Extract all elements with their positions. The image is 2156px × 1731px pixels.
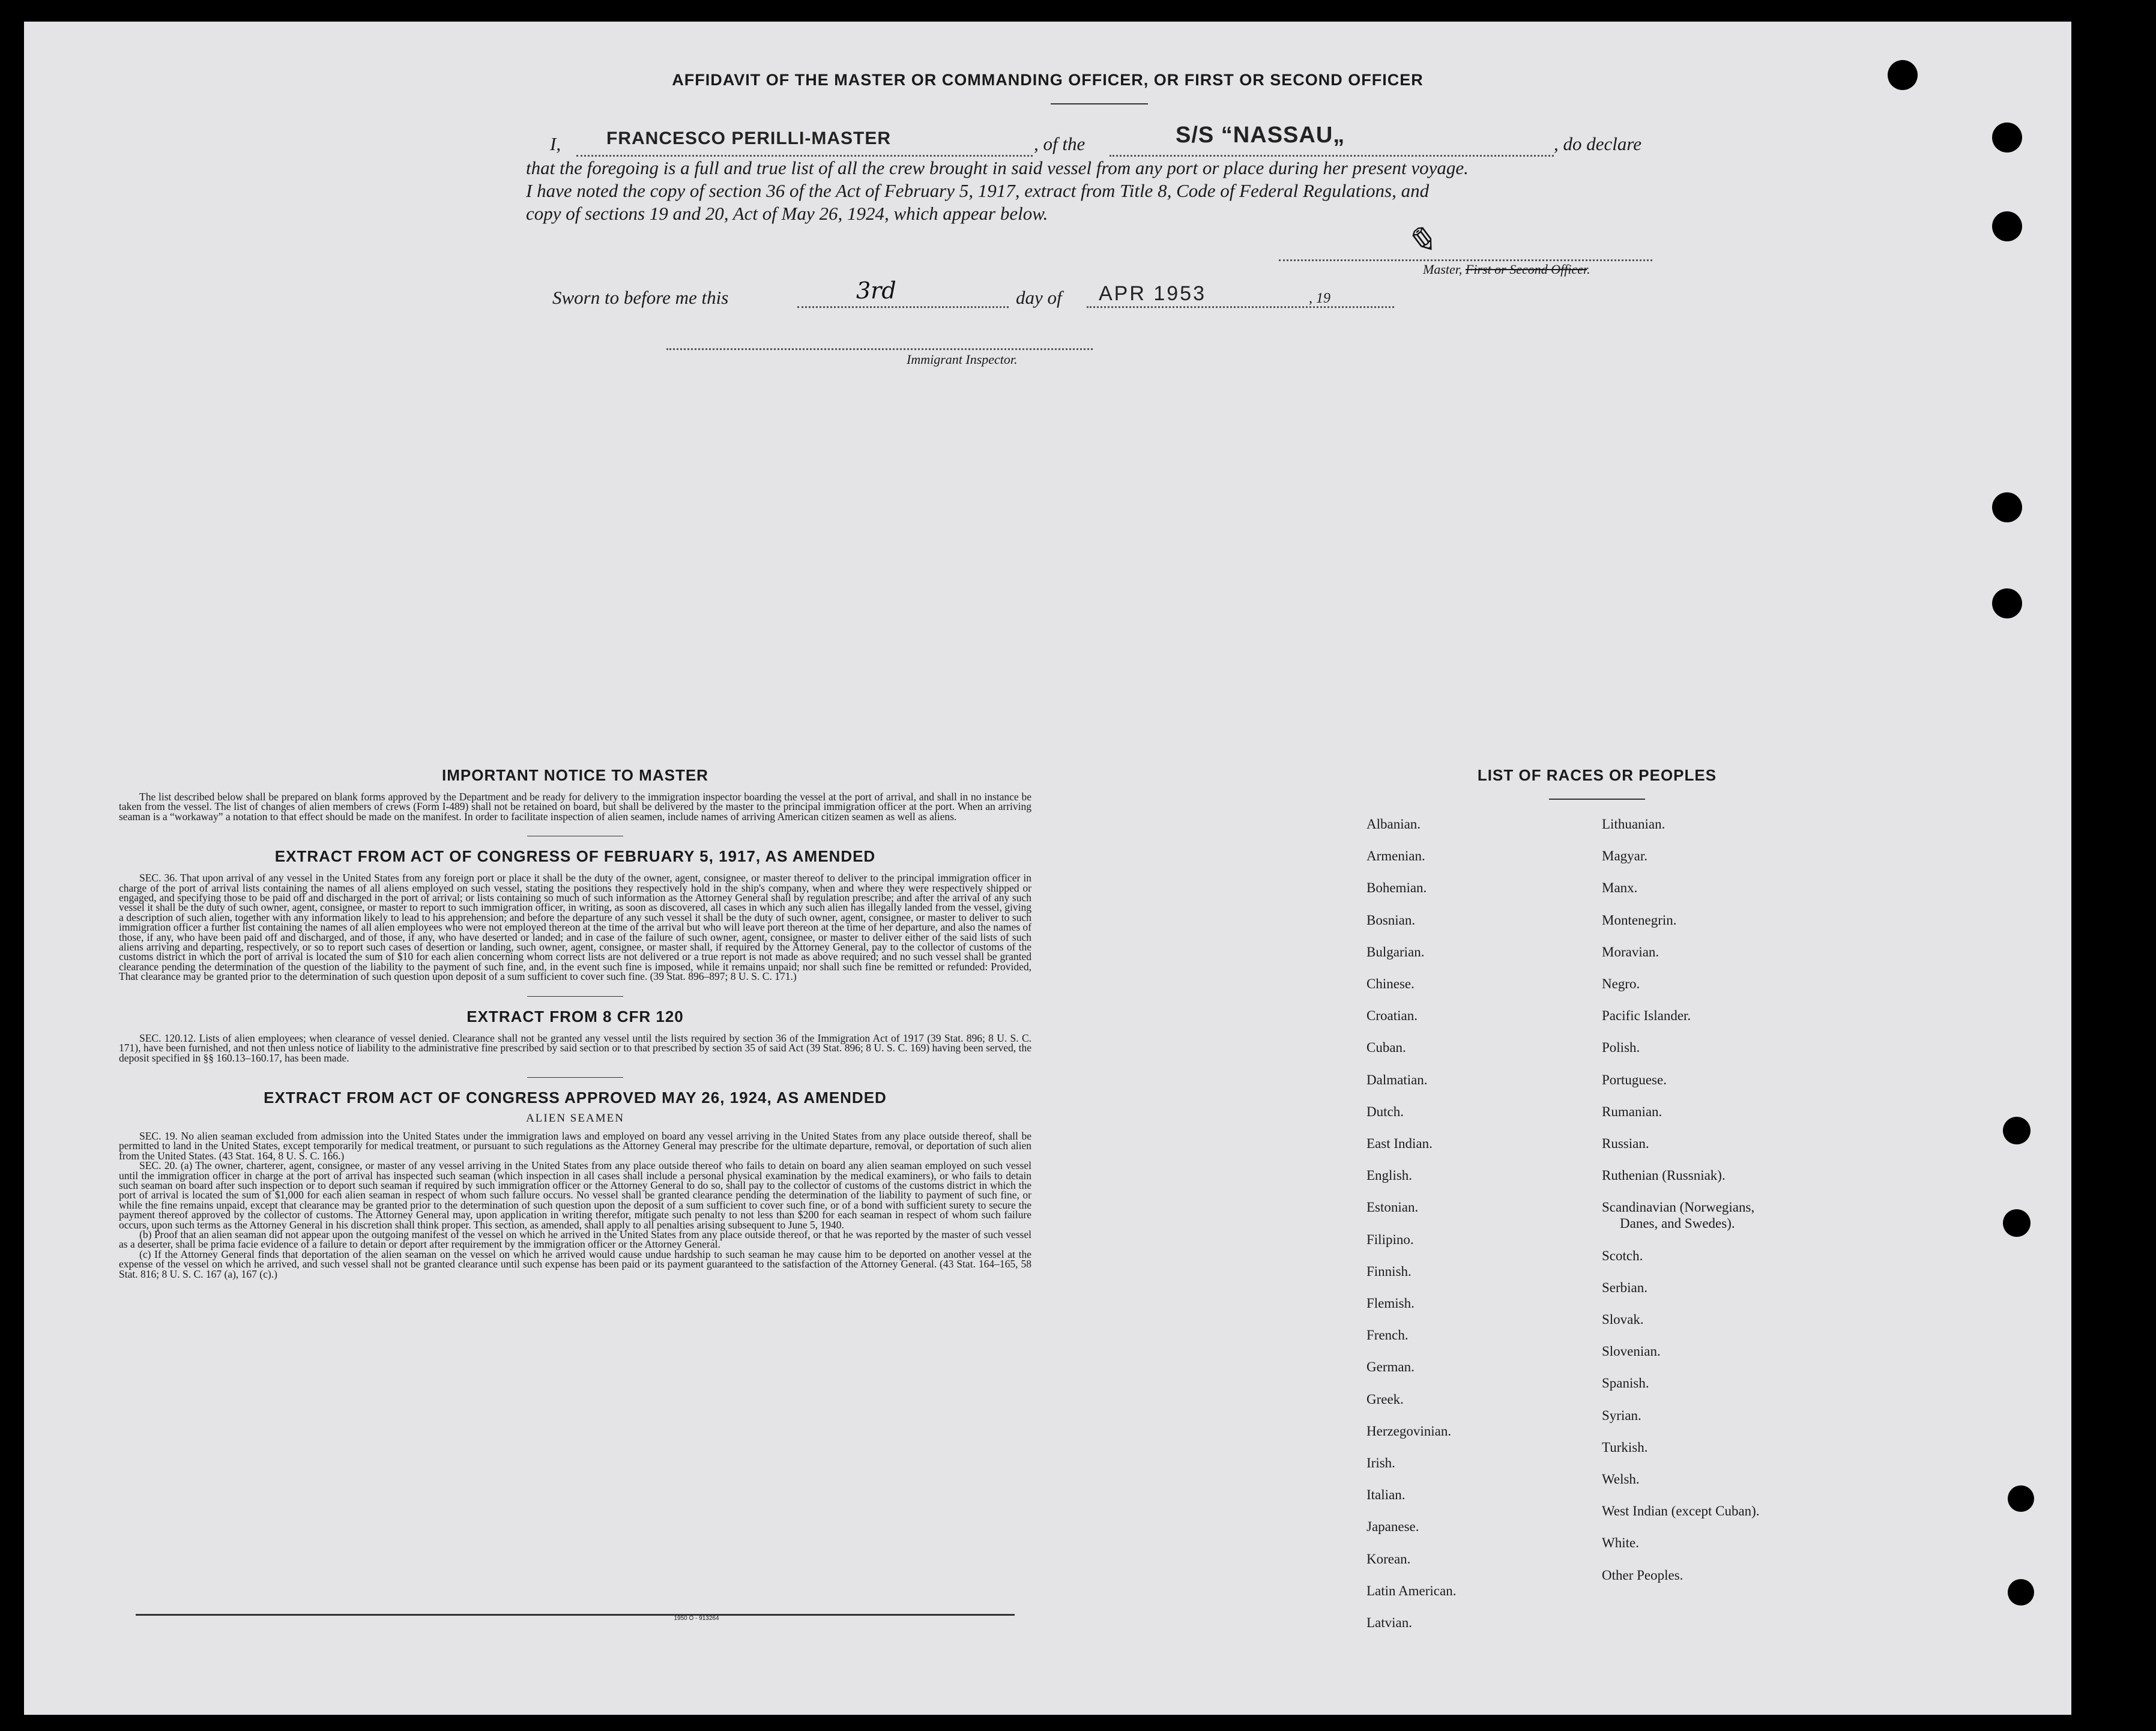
extract-1917-heading: EXTRACT FROM ACT OF CONGRESS OF FEBRUARY 5, 1917, AS AMENDED (274, 847, 876, 866)
race-item: Dalmatian. (1366, 1072, 1428, 1087)
binder-hole (2008, 1579, 2034, 1606)
race-item: Japanese. (1366, 1519, 1419, 1535)
race-item: German. (1366, 1359, 1415, 1375)
race-item: Welsh. (1602, 1472, 1640, 1487)
officer-struck: First or Second Officer (1465, 262, 1587, 277)
race-item: Other Peoples. (1602, 1567, 1683, 1583)
race-item: Lithuanian. (1602, 817, 1665, 832)
binder-hole (1992, 211, 2022, 241)
race-item: Armenian. (1366, 848, 1425, 864)
race-item: Herzegovinian. (1366, 1423, 1452, 1439)
affidavit-line-4: copy of sections 19 and 20, Act of May 26, 1924, which appear below. (526, 203, 1048, 224)
race-item: Bulgarian. (1366, 944, 1425, 959)
notice-heading: IMPORTANT NOTICE TO MASTER (442, 766, 708, 784)
day-of-label: day of (1016, 287, 1062, 308)
race-item: Negro. (1602, 976, 1640, 991)
race-item: Pacific Islander. (1602, 1008, 1691, 1024)
race-item: Latvian. (1366, 1615, 1412, 1630)
race-item: English. (1366, 1168, 1413, 1183)
affidavit-line-3: I have noted the copy of section 36 of the Act of February 5, 1917, extract from Title 8, Code of Federal Regulations, and (526, 180, 1430, 201)
race-item: Flemish. (1366, 1296, 1415, 1311)
vessel-name: S/S “NASSAU„ (1176, 122, 1345, 148)
race-item: Moravian. (1602, 944, 1659, 959)
race-item: Slovenian. (1602, 1344, 1661, 1359)
race-item: Cuban. (1366, 1040, 1406, 1056)
race-item: Bosnian. (1366, 912, 1416, 928)
race-item: Scandinavian (Norwegians, (1602, 1200, 1755, 1215)
year-prefix: , 19 (1309, 291, 1330, 306)
race-item: Filipino. (1366, 1231, 1414, 1247)
race-item: Ruthenian (Russniak). (1602, 1168, 1726, 1183)
name-line (576, 155, 1033, 157)
sworn-day-line (797, 306, 1009, 308)
race-item: Danes, and Swedes). (1620, 1216, 1735, 1231)
binder-hole (2003, 1117, 2031, 1144)
sworn-month: APR 1953 (1099, 282, 1206, 305)
race-item: French. (1366, 1328, 1409, 1343)
binder-hole (2008, 1485, 2034, 1512)
binder-hole (2003, 1209, 2031, 1237)
master-name: FRANCESCO PERILLI-MASTER (606, 128, 891, 148)
binder-hole (1992, 492, 2022, 522)
sec-20c-text: (c) If the Attorney General finds that deportation of the alien seaman on the vessel on which he arrived would cause undue hardship to such seaman he may cause him to be deported on another vessel at the expense of the vessel on which he arrived, and such vessel shall not be granted clearance until such expense has been paid or its payment guaranteed to the satisfaction of the Attorney General. (43 Stat. 164–165, 58 Stat. 816; 8 U. S. C. 167 (a), 167 (c).) (119, 1248, 1031, 1280)
sworn-label: Sworn to before me this (552, 287, 729, 308)
extract-1917-text: SEC. 36. That upon arrival of any vessel in the United States from any foreign port or place it shall be the duty of the owner, agent, consignee, or master thereof to deliver to the principal immigration officer in charge of the port of arrival lists containing the names of all aliens employed on such vessel, stating the positions they respectively hold in the ship's company, when and where they were respectively shipped or engaged, and specifying those to be paid off and discharged in the port of arrival; or lists containing so much of such information as the Attorney General shall by regulation prescribe; and after the arrival of any such vessel it shall be the duty of such owner, agent, consignee, or master to report to such immigration officer, in writing, as soon as discovered, all cases in which any such alien has illegally landed from the vessel, giving a description of such alien, together with any information likely to lead to his apprehension; and before the departure of any such vessel it shall be the duty of such owner, agent, consignee, or master to deliver to such immigration officer a further list containing the names of all alien employees who were not employed thereon at the time of the arrival but who will leave port thereon at the time of her departure, and also the names of those, if any, who have been paid off and discharged, and of those, if any, who have deserted or landed; and in case of the failure of such owner, agent, consignee, or master to deliver either of the said lists of such aliens arriving and departing, respectively, or so to report such cases of desertion or landing, such owner, agent, consignee, or master shall, if required by the Attorney General, pay to the collector of customs of the customs district in which the port of arrival is located the sum of $10 for each alien concerning whom correct lists are not delivered or a true report is not made as above required; and no such vessel shall be granted clearance pending the determination of the question of the liability to the payment of such fine, and, in the event such fine is imposed, while it remains unpaid; nor shall such fine be remitted or refunded: Provided, That clearance may be granted prior to the determination of such question upon deposit of a sum sufficient to cover such fine. (39 Stat. 896–897; 8 U. S. C. 171.) (119, 872, 1031, 983)
i-label: I, (550, 133, 561, 154)
do-declare-label: , do declare (1554, 133, 1642, 154)
binder-hole (1888, 60, 1918, 90)
inspector-line (666, 348, 1093, 350)
race-item: Greek. (1366, 1391, 1404, 1407)
notices-column (119, 766, 1031, 1279)
race-item: Turkish. (1602, 1439, 1648, 1455)
form-page (24, 22, 2071, 1715)
race-item: Rumanian. (1602, 1104, 1662, 1119)
race-item: Latin American. (1366, 1583, 1457, 1598)
race-item: Slovak. (1602, 1312, 1644, 1327)
extract-8cfr-rule (527, 1077, 623, 1078)
race-item: Montenegrin. (1602, 912, 1677, 928)
affidavit-line-2: that the foregoing is a full and true list of all the crew brought in said vessel from any port or place during her present voyage. (526, 157, 1469, 178)
print-code: 1950 O - 913264 (674, 1615, 719, 1622)
race-item: Chinese. (1366, 976, 1415, 991)
of-the-label: , of the (1034, 133, 1086, 154)
races-rule (1549, 799, 1645, 800)
race-item: Scotch. (1602, 1248, 1643, 1263)
title-rule (1051, 103, 1148, 104)
sworn-month-line (1087, 306, 1394, 308)
master-caption (1423, 262, 1590, 277)
master-word: Master, (1423, 262, 1466, 277)
extract-1924-heading: EXTRACT FROM ACT OF CONGRESS APPROVED MAY 26, 1924, AS AMENDED (264, 1088, 887, 1107)
sworn-day: 3rd (856, 277, 896, 304)
race-item: Bohemian. (1366, 880, 1427, 896)
vessel-line (1110, 155, 1554, 157)
race-item: Portuguese. (1602, 1072, 1667, 1087)
bottom-rule (136, 1614, 1015, 1616)
sec-19-text: SEC. 19. No alien seaman excluded from admission into the United States under the immigration laws and employed on board any vessel arriving in the United States from any place outside thereof, shall be permitted to land in the United States, except temporarily for medical treatment, or pursuant to such regulations as the Attorney General may prescribe for the ultimate departure, removal, or deportation of such alien from the United States. (43 Stat. 164, 8 U. S. C. 166.) (119, 1129, 1031, 1162)
affidavit-title: AFFIDAVIT OF THE MASTER OR COMMANDING OFFICER, OR FIRST OR SECOND OFFICER (672, 71, 1424, 89)
binder-hole (1992, 122, 2022, 153)
race-item: Syrian. (1602, 1407, 1641, 1423)
extract-8cfr-heading: EXTRACT FROM 8 CFR 120 (467, 1007, 684, 1026)
race-item: Korean. (1366, 1551, 1411, 1566)
extract-8cfr-text: SEC. 120.12. Lists of alien employees; when clearance of vessel denied. Clearance shall not be granted any vessel until the lists required by section 36 of the Immigration Act of 1917 (39 Stat. 896; 8 U. S. C. 171), have been furnished, and not then unless notice of liability to the administrative fine prescribed by said section or to that prescribed by section 35 of said Act (39 Stat. 896; 8 U. S. C. 169) having been served, the deposit specified in §§ 160.13–160.17, has been made. (119, 1032, 1031, 1064)
caption-end: . (1587, 262, 1590, 277)
race-item: Spanish. (1602, 1376, 1649, 1391)
binder-hole (1992, 588, 2022, 618)
sec-20a-text: SEC. 20. (a) The owner, charterer, agent, consignee, or master of any vessel arriving in the United States from any place outside thereof who fails to detain on board any alien seaman employed on such vessel until the immigration officer in charge at the port of arrival has inspected such seaman (which inspection in all cases shall include a personal physical examination by the medical examiners), or who fails to detain such seaman on board after such inspection or to deport such seaman if required by such immigration officer or the Attorney General to do so, shall pay to the collector of customs of the customs district in which the port of arrival is located the sum of $1,000 for each alien seaman in respect of whom such failure occurs. No vessel shall be granted clearance pending the determination of the liability to payment of such fine, or while the fine remains unpaid, except that clearance may be granted prior to the determination of such question upon the deposit of a sum sufficient to cover such fine, or of a bond with sufficient surety to secure the payment thereof approved by the collector of customs. The Attorney General may, upon application in writing therefor, mitigate such penalty to not less than $200 for each seaman in respect of whom such failure occurs, upon such terms as the Attorney General in his discretion shall think proper. This section, as amended, shall apply to all penalties arising subsequent to June 5, 1940. (119, 1159, 1031, 1231)
signature-line (1279, 259, 1652, 261)
race-item: Manx. (1602, 880, 1638, 896)
inspector-label: Immigrant Inspector. (907, 352, 1018, 367)
alien-seamen-subheading: ALIEN SEAMEN (526, 1111, 624, 1125)
race-item: Dutch. (1366, 1104, 1404, 1119)
extract-1917-rule (527, 996, 623, 997)
race-item: Polish. (1602, 1040, 1640, 1056)
race-item: Estonian. (1366, 1200, 1419, 1215)
race-item: Serbian. (1602, 1279, 1648, 1295)
race-item: Albanian. (1366, 817, 1421, 832)
race-item: White. (1602, 1535, 1639, 1551)
race-item: Russian. (1602, 1136, 1649, 1151)
race-item: Italian. (1366, 1487, 1406, 1503)
race-item: Finnish. (1366, 1263, 1412, 1279)
race-item: Croatian. (1366, 1008, 1418, 1024)
race-item: Magyar. (1602, 848, 1648, 864)
race-item: Irish. (1366, 1455, 1395, 1470)
master-signature: ✎ (1405, 220, 1436, 262)
notice-text: The list described below shall be prepared on blank forms approved by the Department and be ready for delivery to the immigration inspector boarding the vessel at the port of arrival, and shall in no instance be taken from the vessel. The list of changes of alien members of crews (Form I-489) shall not be retained on board, but shall be delivered by the master to the principal immigration officer at the port. When an arriving seaman is a “workaway” a notation to that effect should be made on the manifest. In order to facilitate inspection of alien seamen, include names of arriving American citizen seamen as well as aliens. (119, 791, 1031, 823)
race-item: West Indian (except Cuban). (1602, 1503, 1760, 1519)
races-heading: LIST OF RACES OR PEOPLES (1477, 766, 1717, 784)
sec-20b-text: (b) Proof that an alien seaman did not appear upon the outgoing manifest of the vessel on which he arrived in the United States from any place outside thereof, or that he was reported by the master of such vessel as a deserter, shall be prima facie evidence of a failure to detain or deport after requirement by the immigration officer or the Attorney General. (119, 1228, 1031, 1251)
race-item: East Indian. (1366, 1136, 1433, 1151)
